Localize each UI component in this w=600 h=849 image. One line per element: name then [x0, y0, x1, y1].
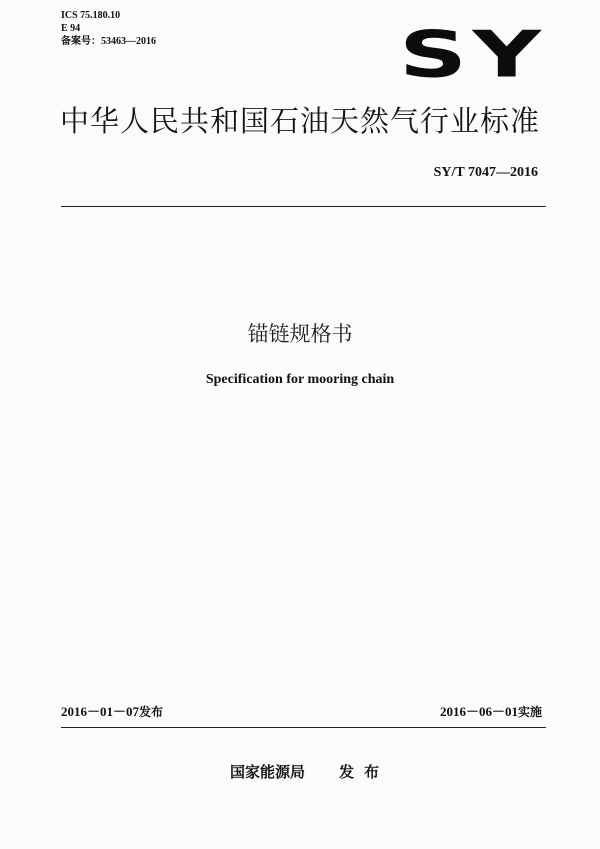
issue-date — [61, 704, 163, 720]
issue-date-label: 发布 — [139, 705, 164, 719]
publisher-action: 发布 — [339, 763, 390, 781]
document-title-chinese: 锚链规格书 — [247, 322, 353, 346]
standard-title: 中华人民共和国石油天然气行业标准 — [59, 104, 540, 138]
issue-date-value: 2016－01－07 — [61, 704, 140, 719]
classification-block — [61, 9, 156, 48]
bottom-divider — [61, 727, 546, 728]
standard-code: SY/T 7047—2016 — [433, 165, 538, 180]
implementation-date-value: 2016－06－01 — [439, 704, 518, 719]
implementation-date-label: 实施 — [517, 705, 542, 719]
top-divider — [61, 206, 546, 207]
implementation-date — [440, 704, 542, 720]
ics-code: ICS 75.180.10 — [61, 10, 121, 21]
publisher-name: 国家能源局 — [230, 763, 306, 781]
document-title-english: Specification for mooring chain — [205, 372, 395, 387]
record-number: 备案号：53463—2016 — [61, 36, 156, 47]
sy-logo: SY — [399, 16, 547, 92]
category-code: E 94 — [61, 23, 81, 34]
